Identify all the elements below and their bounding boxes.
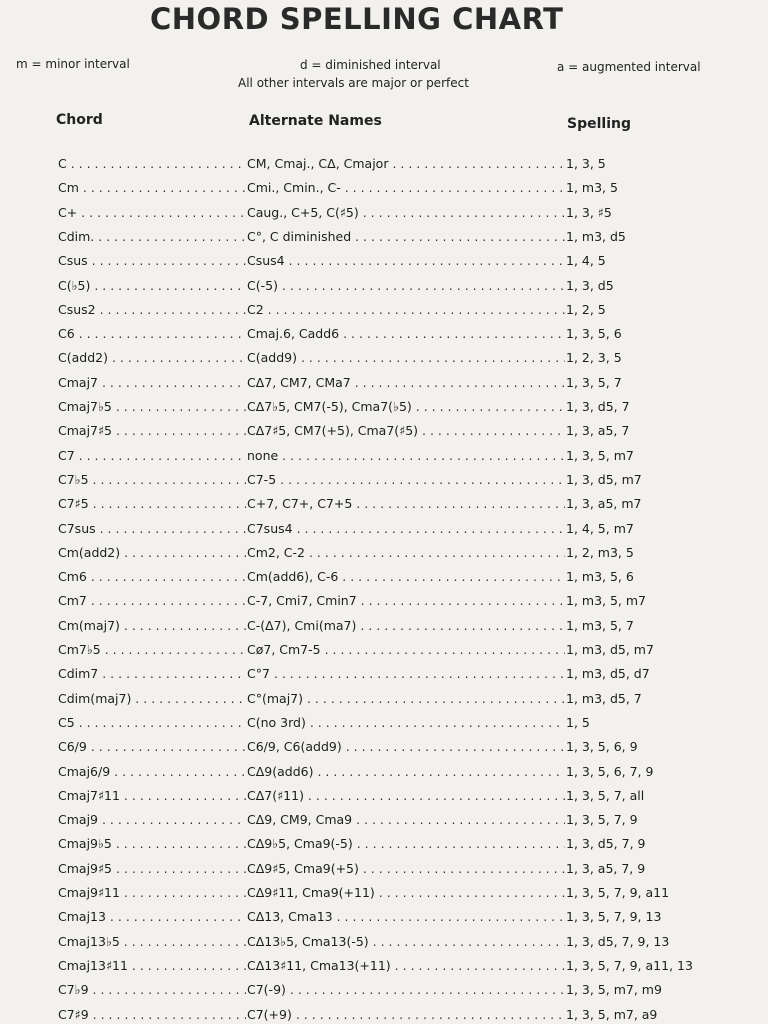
chord-name bbox=[58, 253, 246, 268]
alternate-names bbox=[247, 618, 565, 633]
alternate-names bbox=[247, 1007, 565, 1022]
alternate-names-text: C(-5) . . . bbox=[247, 278, 565, 293]
table-row bbox=[0, 954, 768, 978]
chord-name-text: C(add2) . . . bbox=[58, 350, 246, 365]
chord-name bbox=[58, 618, 246, 633]
chord-name bbox=[58, 350, 246, 365]
page-title: CHORD SPELLING CHART bbox=[150, 2, 564, 36]
spelling: 1, 2, m3, 5 bbox=[566, 544, 634, 560]
chord-name-text: C7♭5 . . . bbox=[58, 472, 246, 487]
alternate-names bbox=[247, 569, 565, 584]
alternate-names bbox=[247, 180, 565, 195]
spelling: 1, 3, 5, 7, 9, a11, 13 bbox=[566, 957, 693, 973]
alternate-names bbox=[247, 909, 565, 924]
table-row bbox=[0, 1003, 768, 1024]
table-row bbox=[0, 541, 768, 565]
spelling: 1, 2, 3, 5 bbox=[566, 350, 622, 366]
alternate-names bbox=[247, 836, 565, 851]
alternate-names bbox=[247, 326, 565, 341]
spelling: 1, 3, 5, 7, all bbox=[566, 787, 645, 803]
alternate-names-text: CΔ7(♯11) . . . bbox=[247, 788, 565, 803]
chord-name-text: Cm(add2) . . . bbox=[58, 545, 246, 560]
alternate-names-text: C6/9, C6(add9) . . . bbox=[247, 739, 565, 754]
alternate-names-text: Cø7, Cm7-5 . . . bbox=[247, 642, 565, 657]
spelling: 1, 3, d5, 7 bbox=[566, 399, 630, 414]
chord-name bbox=[58, 593, 246, 608]
column-header-spelling: Spelling bbox=[567, 116, 631, 132]
spelling: 1, 2, 5 bbox=[566, 301, 606, 317]
chord-name bbox=[58, 302, 246, 317]
alternate-names bbox=[247, 302, 565, 317]
alternate-names bbox=[247, 958, 565, 973]
alternate-names-text: CΔ9(add6) . . . bbox=[247, 764, 565, 779]
chord-name bbox=[58, 496, 246, 511]
chord-name-text: Cmaj9♯5 . . . bbox=[58, 861, 246, 876]
chord-name-text: Cmaj9 . . . bbox=[58, 812, 246, 827]
spelling: 1, 3, d5, 7, 9, 13 bbox=[566, 933, 670, 949]
alternate-names-text: CΔ9♯11, Cma9(+11) . . . bbox=[247, 885, 565, 900]
chord-name-text: Cdim7 . . . bbox=[58, 666, 246, 681]
table-row bbox=[0, 225, 768, 249]
alternate-names-text: C7-5 . . . bbox=[247, 472, 565, 487]
spelling: 1, 3, 5 bbox=[566, 156, 606, 171]
spelling: 1, 3, d5, 7, 9 bbox=[566, 836, 646, 852]
chord-name-text: C+ . . . bbox=[58, 205, 246, 220]
alternate-names-text: C7(-9) . . . bbox=[247, 982, 565, 997]
table-row bbox=[0, 517, 768, 541]
alternate-names-text: CΔ9♭5, Cma9(-5) . . . bbox=[247, 836, 565, 851]
chord-name-text: C7♯9 . . . bbox=[58, 1007, 246, 1022]
chord-name-text: C7♯5 . . . bbox=[58, 496, 246, 511]
table-row bbox=[0, 249, 768, 273]
chord-name-text: Cmaj7♯5 . . . bbox=[58, 423, 246, 438]
chord-name-text: Cm . . . bbox=[58, 180, 246, 195]
alternate-names bbox=[247, 642, 565, 657]
chord-name bbox=[58, 423, 246, 438]
table-row bbox=[0, 735, 768, 759]
chord-name-text: Cm7♭5 . . . bbox=[58, 642, 246, 657]
spelling: 1, 5 bbox=[566, 714, 590, 730]
alternate-names bbox=[247, 861, 565, 876]
spelling: 1, 3, 5, 7, 9, a11 bbox=[566, 885, 670, 900]
alternate-names-text: C7sus4 . . . bbox=[247, 521, 565, 536]
alternate-names bbox=[247, 156, 565, 171]
spelling: 1, m3, 5, 7 bbox=[566, 617, 634, 633]
chord-name-text: C7 . . . bbox=[58, 448, 246, 463]
alternate-names-text: C°7 . . . bbox=[247, 666, 565, 681]
alternate-names-text: Caug., C+5, C(♯5) . . . bbox=[247, 205, 565, 220]
spelling: 1, 3, 5, 6, 9 bbox=[566, 739, 638, 755]
alternate-names-text: C-(Δ7), Cmi(ma7) . . . bbox=[247, 618, 565, 633]
chord-name bbox=[58, 739, 246, 754]
table-row bbox=[0, 857, 768, 881]
alternate-names bbox=[247, 448, 565, 463]
alternate-names bbox=[247, 229, 565, 244]
legend-note: All other intervals are major or perfect bbox=[238, 76, 469, 90]
alternate-names bbox=[247, 666, 565, 681]
alternate-names bbox=[247, 885, 565, 900]
chord-name-text: C6 . . . bbox=[58, 326, 246, 341]
table-row bbox=[0, 152, 768, 176]
chord-name bbox=[58, 569, 246, 584]
alternate-names-text: C+7, C7+, C7+5 . . . bbox=[247, 496, 565, 511]
table-row bbox=[0, 978, 768, 1002]
alternate-names bbox=[247, 934, 565, 949]
table-row bbox=[0, 419, 768, 443]
spelling: 1, m3, d5 bbox=[566, 228, 626, 244]
alternate-names-text: C7(+9) . . . bbox=[247, 1007, 565, 1022]
chord-name-text: Cmaj7♯11 . . . bbox=[58, 788, 246, 803]
chord-name-text: Cmaj9♭5 . . . bbox=[58, 836, 246, 851]
chord-name-text: Cm(maj7) . . . bbox=[58, 618, 246, 633]
chord-name bbox=[58, 764, 246, 779]
alternate-names-text: Cm(add6), C-6 . . . bbox=[247, 569, 565, 584]
chord-name-text: Cm6 . . . bbox=[58, 569, 246, 584]
spelling: 1, 3, a5, 7 bbox=[566, 423, 630, 439]
table-row bbox=[0, 395, 768, 419]
table-row bbox=[0, 662, 768, 686]
spelling: 1, 3, 5, m7, a9 bbox=[566, 1006, 658, 1022]
alternate-names-text: CΔ7♭5, CM7(-5), Cma7(♭5) . . . bbox=[247, 399, 565, 414]
alternate-names bbox=[247, 253, 565, 268]
alternate-names bbox=[247, 521, 565, 536]
spelling: 1, 3, 5, 7, 9 bbox=[566, 812, 638, 828]
alternate-names-text: Csus4 . . . bbox=[247, 253, 565, 268]
chord-table bbox=[0, 152, 768, 1024]
table-row bbox=[0, 298, 768, 322]
chord-name-text: C6/9 . . . bbox=[58, 739, 246, 754]
chord-name bbox=[58, 691, 246, 706]
chord-name-text: C7sus . . . bbox=[58, 521, 246, 536]
alternate-names-text: C°, C diminished . . . bbox=[247, 229, 565, 244]
alternate-names bbox=[247, 715, 565, 730]
chord-name-text: Cmaj7♭5 . . . bbox=[58, 399, 246, 414]
chord-name bbox=[58, 1007, 246, 1022]
table-row bbox=[0, 638, 768, 662]
table-row bbox=[0, 444, 768, 468]
chord-name bbox=[58, 399, 246, 414]
chord-name bbox=[58, 156, 246, 171]
alternate-names-text: Cm2, C-2 . . . bbox=[247, 545, 565, 560]
chord-name bbox=[58, 885, 246, 900]
chord-name bbox=[58, 545, 246, 560]
chord-name bbox=[58, 642, 246, 657]
spelling: 1, 3, a5, 7, 9 bbox=[566, 860, 646, 876]
table-row bbox=[0, 201, 768, 225]
table-row bbox=[0, 322, 768, 346]
spelling: 1, 3, a5, m7 bbox=[566, 496, 642, 512]
chord-name bbox=[58, 812, 246, 827]
alternate-names bbox=[247, 350, 565, 365]
table-row bbox=[0, 274, 768, 298]
alternate-names bbox=[247, 812, 565, 827]
table-row bbox=[0, 589, 768, 613]
table-row bbox=[0, 832, 768, 856]
spelling: 1, 4, 5 bbox=[566, 253, 606, 269]
chord-name bbox=[58, 180, 246, 195]
chord-name bbox=[58, 326, 246, 341]
alternate-names bbox=[247, 982, 565, 997]
spelling: 1, m3, 5 bbox=[566, 180, 618, 196]
chord-name bbox=[58, 715, 246, 730]
chord-name-text: C(♭5) . . . bbox=[58, 278, 246, 293]
chord-name-text: Csus2 . . . bbox=[58, 302, 246, 317]
alternate-names-text: CΔ7, CM7, CMa7 . . . bbox=[247, 375, 565, 390]
spelling: 1, 3, d5 bbox=[566, 277, 614, 293]
alternate-names-text: C2 . . . bbox=[247, 302, 565, 317]
alternate-names bbox=[247, 205, 565, 220]
chord-name-text: Cmaj6/9 . . . bbox=[58, 764, 246, 779]
chord-name bbox=[58, 861, 246, 876]
chord-name bbox=[58, 448, 246, 463]
spelling: 1, m3, 5, m7 bbox=[566, 593, 647, 609]
chord-name bbox=[58, 958, 246, 973]
alternate-names-text: Cmaj.6, Cadd6 . . . bbox=[247, 326, 565, 341]
alternate-names bbox=[247, 278, 565, 293]
chord-name bbox=[58, 934, 246, 949]
alternate-names bbox=[247, 545, 565, 560]
alternate-names-text: CΔ9♯5, Cma9(+5) . . . bbox=[247, 861, 565, 876]
alternate-names-text: CM, Cmaj., CΔ, Cmajor . . . bbox=[247, 156, 565, 171]
alternate-names bbox=[247, 764, 565, 779]
table-row bbox=[0, 881, 768, 905]
alternate-names bbox=[247, 399, 565, 414]
chord-name-text: Cmaj13 . . . bbox=[58, 909, 246, 924]
alternate-names-text: C(add9) . . . bbox=[247, 350, 565, 365]
alternate-names-text: Cmi., Cmin., C- . . . bbox=[247, 180, 565, 195]
table-row bbox=[0, 905, 768, 929]
chord-name-text: Cmaj13♯11 . . . bbox=[58, 958, 246, 973]
column-header-alternate-names: Alternate Names bbox=[249, 113, 382, 129]
alternate-names-text: CΔ13, Cma13 . . . bbox=[247, 909, 565, 924]
spelling: 1, m3, d5, 7 bbox=[566, 690, 642, 706]
table-row bbox=[0, 176, 768, 200]
chord-name-text: Cmaj13♭5 . . . bbox=[58, 934, 246, 949]
table-row bbox=[0, 808, 768, 832]
legend-minor: m = minor interval bbox=[16, 57, 130, 71]
alternate-names bbox=[247, 375, 565, 390]
chord-name bbox=[58, 472, 246, 487]
chord-name-text: Cdim. . . . bbox=[58, 229, 246, 244]
spelling: 1, 3, 5, m7 bbox=[566, 447, 634, 463]
alternate-names-text: CΔ13♯11, Cma13(+11) . . . bbox=[247, 958, 565, 973]
table-row bbox=[0, 468, 768, 492]
chord-name-text: C5 . . . bbox=[58, 715, 246, 730]
spelling: 1, m3, d5, m7 bbox=[566, 642, 654, 657]
chord-name-text: C . . . bbox=[58, 156, 246, 171]
chord-name-text: C7♭9 . . . bbox=[58, 982, 246, 997]
alternate-names bbox=[247, 788, 565, 803]
chord-name-text: Cmaj9♯11 . . . bbox=[58, 885, 246, 900]
table-row bbox=[0, 784, 768, 808]
spelling: 1, 3, 5, 6 bbox=[566, 326, 622, 342]
legend-augmented: a = augmented interval bbox=[557, 60, 701, 74]
chord-name bbox=[58, 788, 246, 803]
chord-name bbox=[58, 205, 246, 220]
spelling: 1, 3, d5, m7 bbox=[566, 471, 642, 487]
chord-name bbox=[58, 375, 246, 390]
spelling: 1, 3, 5, m7, m9 bbox=[566, 982, 662, 998]
spelling: 1, 3, 5, 7 bbox=[566, 374, 622, 390]
legend-diminished: d = diminished interval bbox=[300, 58, 441, 72]
chord-name bbox=[58, 666, 246, 681]
chord-name-text: Csus . . . bbox=[58, 253, 246, 268]
spelling: 1, m3, d5, d7 bbox=[566, 666, 650, 682]
chord-name-text: Cmaj7 . . . bbox=[58, 375, 246, 390]
table-row bbox=[0, 760, 768, 784]
alternate-names-text: none . . . bbox=[247, 448, 565, 463]
alternate-names-text: C(no 3rd) . . . bbox=[247, 715, 565, 730]
chord-name-text: Cm7 . . . bbox=[58, 593, 246, 608]
table-row bbox=[0, 614, 768, 638]
chord-name-text: Cdim(maj7) . . . bbox=[58, 691, 246, 706]
spelling: 1, m3, 5, 6 bbox=[566, 569, 634, 585]
table-row bbox=[0, 492, 768, 516]
table-row bbox=[0, 711, 768, 735]
table-row bbox=[0, 687, 768, 711]
alternate-names-text: CΔ9, CM9, Cma9 . . . bbox=[247, 812, 565, 827]
chord-name bbox=[58, 909, 246, 924]
alternate-names-text: CΔ13♭5, Cma13(-5) . . . bbox=[247, 934, 565, 949]
spelling: 1, 4, 5, m7 bbox=[566, 520, 634, 536]
table-row bbox=[0, 565, 768, 589]
chord-name bbox=[58, 982, 246, 997]
alternate-names bbox=[247, 593, 565, 608]
spelling: 1, 3, 5, 6, 7, 9 bbox=[566, 763, 654, 779]
spelling: 1, 3, 5, 7, 9, 13 bbox=[566, 909, 662, 925]
alternate-names bbox=[247, 739, 565, 754]
alternate-names bbox=[247, 691, 565, 706]
alternate-names-text: C-7, Cmi7, Cmin7 . . . bbox=[247, 593, 565, 608]
alternate-names bbox=[247, 472, 565, 487]
alternate-names bbox=[247, 496, 565, 511]
table-row bbox=[0, 930, 768, 954]
alternate-names bbox=[247, 423, 565, 438]
chord-name bbox=[58, 229, 246, 244]
table-row bbox=[0, 346, 768, 370]
column-header-chord: Chord bbox=[56, 112, 103, 128]
table-row bbox=[0, 371, 768, 395]
spelling: 1, 3, ♯5 bbox=[566, 204, 612, 220]
chord-name bbox=[58, 836, 246, 851]
alternate-names-text: C°(maj7) . . . bbox=[247, 691, 565, 706]
chord-name bbox=[58, 278, 246, 293]
chord-name bbox=[58, 521, 246, 536]
alternate-names-text: CΔ7♯5, CM7(+5), Cma7(♯5) . . . bbox=[247, 423, 565, 438]
